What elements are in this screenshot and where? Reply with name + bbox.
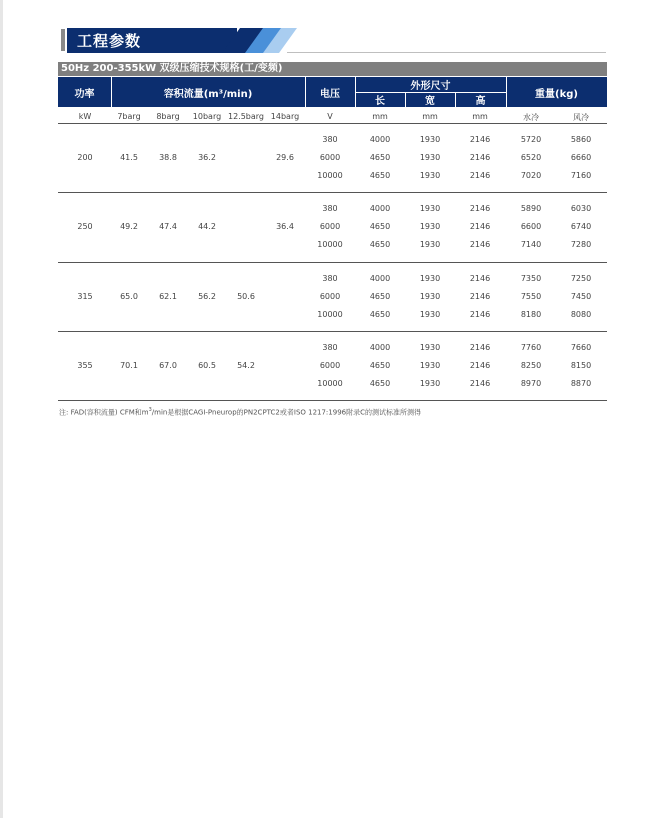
- row-rule: [58, 331, 607, 332]
- cell-flow-10barg: 56.2: [198, 291, 216, 301]
- cell-flow-7barg: 41.5: [120, 153, 138, 162]
- cell-width: 1930: [419, 135, 441, 144]
- cell-flow-10barg: 36.2: [198, 153, 216, 162]
- cell-voltage: 6000: [319, 360, 341, 370]
- cell-weight-water: 6600: [520, 222, 542, 232]
- unit-8barg: 8barg: [156, 112, 180, 121]
- cell-weight-air: 8080: [570, 309, 592, 319]
- cell-height: 2146: [469, 342, 491, 352]
- cell-flow-7barg: 65.0: [120, 291, 138, 301]
- section-title: 工程参数: [77, 32, 142, 50]
- section-header: [61, 28, 606, 54]
- unit-12-5barg: 12.5barg: [227, 112, 265, 121]
- header-height: 高: [455, 92, 506, 107]
- cell-voltage: 380: [322, 342, 338, 352]
- cell-voltage: 380: [322, 204, 338, 214]
- row-rule: [58, 192, 607, 193]
- header-length: 长: [355, 92, 405, 107]
- page-edge: [0, 0, 3, 818]
- cell-weight-air: 6740: [570, 222, 592, 232]
- section-marker: [61, 29, 65, 51]
- cell-height: 2146: [469, 360, 491, 370]
- cell-length: 4000: [369, 204, 391, 214]
- cell-weight-water: 8180: [520, 309, 542, 319]
- cell-flow-14barg: 29.6: [276, 153, 294, 162]
- header-voltage: 电压: [305, 77, 355, 107]
- cell-power: 200: [77, 153, 93, 162]
- header-flow-label: 容积流量(m³/min): [163, 88, 253, 100]
- unit-14barg: 14barg: [270, 112, 300, 121]
- cell-height: 2146: [469, 171, 491, 180]
- footnote-text: 注: FAD(容积流量) CFM和m: [59, 408, 149, 417]
- unit-voltage: V: [327, 112, 333, 121]
- cell-flow-8barg: 47.4: [159, 222, 177, 232]
- cell-voltage: 10000: [317, 171, 343, 180]
- cell-weight-water: 5720: [520, 135, 542, 144]
- unit-7barg: 7barg: [117, 112, 141, 121]
- cell-length: 4650: [369, 240, 391, 250]
- header-dimensions: 外形尺寸: [355, 77, 506, 92]
- cell-flow-7barg: 49.2: [120, 222, 138, 232]
- cell-width: 1930: [419, 222, 441, 232]
- cell-width: 1930: [419, 360, 441, 370]
- cell-weight-air: 6030: [570, 204, 592, 214]
- header-divider: [405, 92, 406, 107]
- cell-flow-10barg: 60.5: [198, 360, 216, 370]
- section-title-box: [67, 28, 237, 53]
- cell-voltage: 380: [322, 273, 338, 283]
- cell-flow-14barg: 36.4: [276, 222, 294, 232]
- cell-voltage: 10000: [317, 309, 343, 319]
- cell-flow-12-5barg: 54.2: [237, 360, 255, 370]
- unit-height: mm: [472, 112, 488, 121]
- cell-weight-air: 7450: [570, 291, 592, 301]
- cell-width: 1930: [419, 240, 441, 250]
- header-divider: [455, 92, 456, 107]
- unit-air-cooled: 风冷: [573, 113, 589, 122]
- cell-length: 4000: [369, 342, 391, 352]
- cell-weight-air: 6660: [570, 153, 592, 162]
- cell-height: 2146: [469, 222, 491, 232]
- cell-height: 2146: [469, 204, 491, 214]
- footnote: [59, 407, 421, 417]
- footnote-superscript: 3: [148, 407, 152, 413]
- unit-water-cooled: 水冷: [523, 113, 539, 122]
- cell-weight-air: 5860: [570, 135, 592, 144]
- cell-length: 4650: [369, 222, 391, 232]
- cell-length: 4000: [369, 273, 391, 283]
- cell-weight-water: 7550: [520, 291, 542, 301]
- cell-height: 2146: [469, 135, 491, 144]
- cell-flow-7barg: 70.1: [120, 360, 138, 370]
- cell-voltage: 6000: [319, 153, 341, 162]
- cell-length: 4650: [369, 360, 391, 370]
- cell-weight-water: 6520: [520, 153, 542, 162]
- cell-flow-8barg: 67.0: [159, 360, 177, 370]
- row-rule: [58, 262, 607, 263]
- cell-width: 1930: [419, 291, 441, 301]
- cell-voltage: 6000: [319, 291, 341, 301]
- header-width: 宽: [405, 92, 455, 107]
- cell-voltage: 380: [322, 135, 338, 144]
- cell-width: 1930: [419, 204, 441, 214]
- cell-length: 4650: [369, 378, 391, 388]
- cell-length: 4650: [369, 153, 391, 162]
- header-flow: [111, 77, 305, 107]
- row-rule: [58, 400, 607, 401]
- unit-power: kW: [78, 112, 92, 121]
- header-divider: [305, 77, 306, 107]
- cell-width: 1930: [419, 309, 441, 319]
- cell-height: 2146: [469, 291, 491, 301]
- header-power: 功率: [58, 77, 111, 107]
- cell-power: 315: [77, 291, 93, 301]
- cell-flow-10barg: 44.2: [198, 222, 216, 232]
- unit-length: mm: [372, 112, 388, 121]
- cell-width: 1930: [419, 342, 441, 352]
- cell-height: 2146: [469, 378, 491, 388]
- cell-height: 2146: [469, 153, 491, 162]
- cell-flow-8barg: 38.8: [159, 153, 177, 162]
- cell-weight-air: 7160: [570, 171, 592, 180]
- cell-length: 4650: [369, 309, 391, 319]
- cell-weight-air: 7280: [570, 240, 592, 250]
- cell-width: 1930: [419, 273, 441, 283]
- cell-width: 1930: [419, 171, 441, 180]
- cell-width: 1930: [419, 378, 441, 388]
- cell-weight-air: 8150: [570, 360, 592, 370]
- row-rule: [58, 123, 607, 124]
- cell-weight-water: 7760: [520, 342, 542, 352]
- cell-voltage: 10000: [317, 240, 343, 250]
- cell-weight-air: 7250: [570, 273, 592, 283]
- header-rule: [287, 52, 606, 53]
- cell-length: 4650: [369, 291, 391, 301]
- header-weight: 重量(kg): [506, 77, 607, 107]
- cell-width: 1930: [419, 153, 441, 162]
- cell-length: 4650: [369, 171, 391, 180]
- footnote-text-rest: /min是根据CAGI-Pneurop的PN2CPTC2或者ISO 1217:1996附录C的测试标准所测得: [151, 408, 421, 417]
- cell-weight-water: 8250: [520, 360, 542, 370]
- cell-height: 2146: [469, 240, 491, 250]
- cell-height: 2146: [469, 273, 491, 283]
- cell-voltage: 10000: [317, 378, 343, 388]
- unit-width: mm: [422, 112, 438, 121]
- cell-weight-water: 8970: [520, 378, 542, 388]
- cell-weight-air: 7660: [570, 342, 592, 352]
- cell-weight-water: 7140: [520, 240, 542, 250]
- header-divider: [506, 77, 507, 107]
- table-title: 50Hz 200-355kW 双级压缩技术规格(工/变频): [58, 62, 607, 76]
- cell-voltage: 6000: [319, 222, 341, 232]
- cell-weight-water: 7020: [520, 171, 542, 180]
- cell-length: 4000: [369, 135, 391, 144]
- header-divider-h: [355, 92, 506, 93]
- cell-weight-air: 8870: [570, 378, 592, 388]
- cell-flow-12-5barg: 50.6: [237, 291, 255, 301]
- cell-weight-water: 5890: [520, 204, 542, 214]
- cell-height: 2146: [469, 309, 491, 319]
- cell-power: 250: [77, 222, 93, 232]
- cell-flow-8barg: 62.1: [159, 291, 177, 301]
- unit-10barg: 10barg: [192, 112, 222, 121]
- cell-weight-water: 7350: [520, 273, 542, 283]
- header-divider: [111, 77, 112, 107]
- cell-power: 355: [77, 360, 93, 370]
